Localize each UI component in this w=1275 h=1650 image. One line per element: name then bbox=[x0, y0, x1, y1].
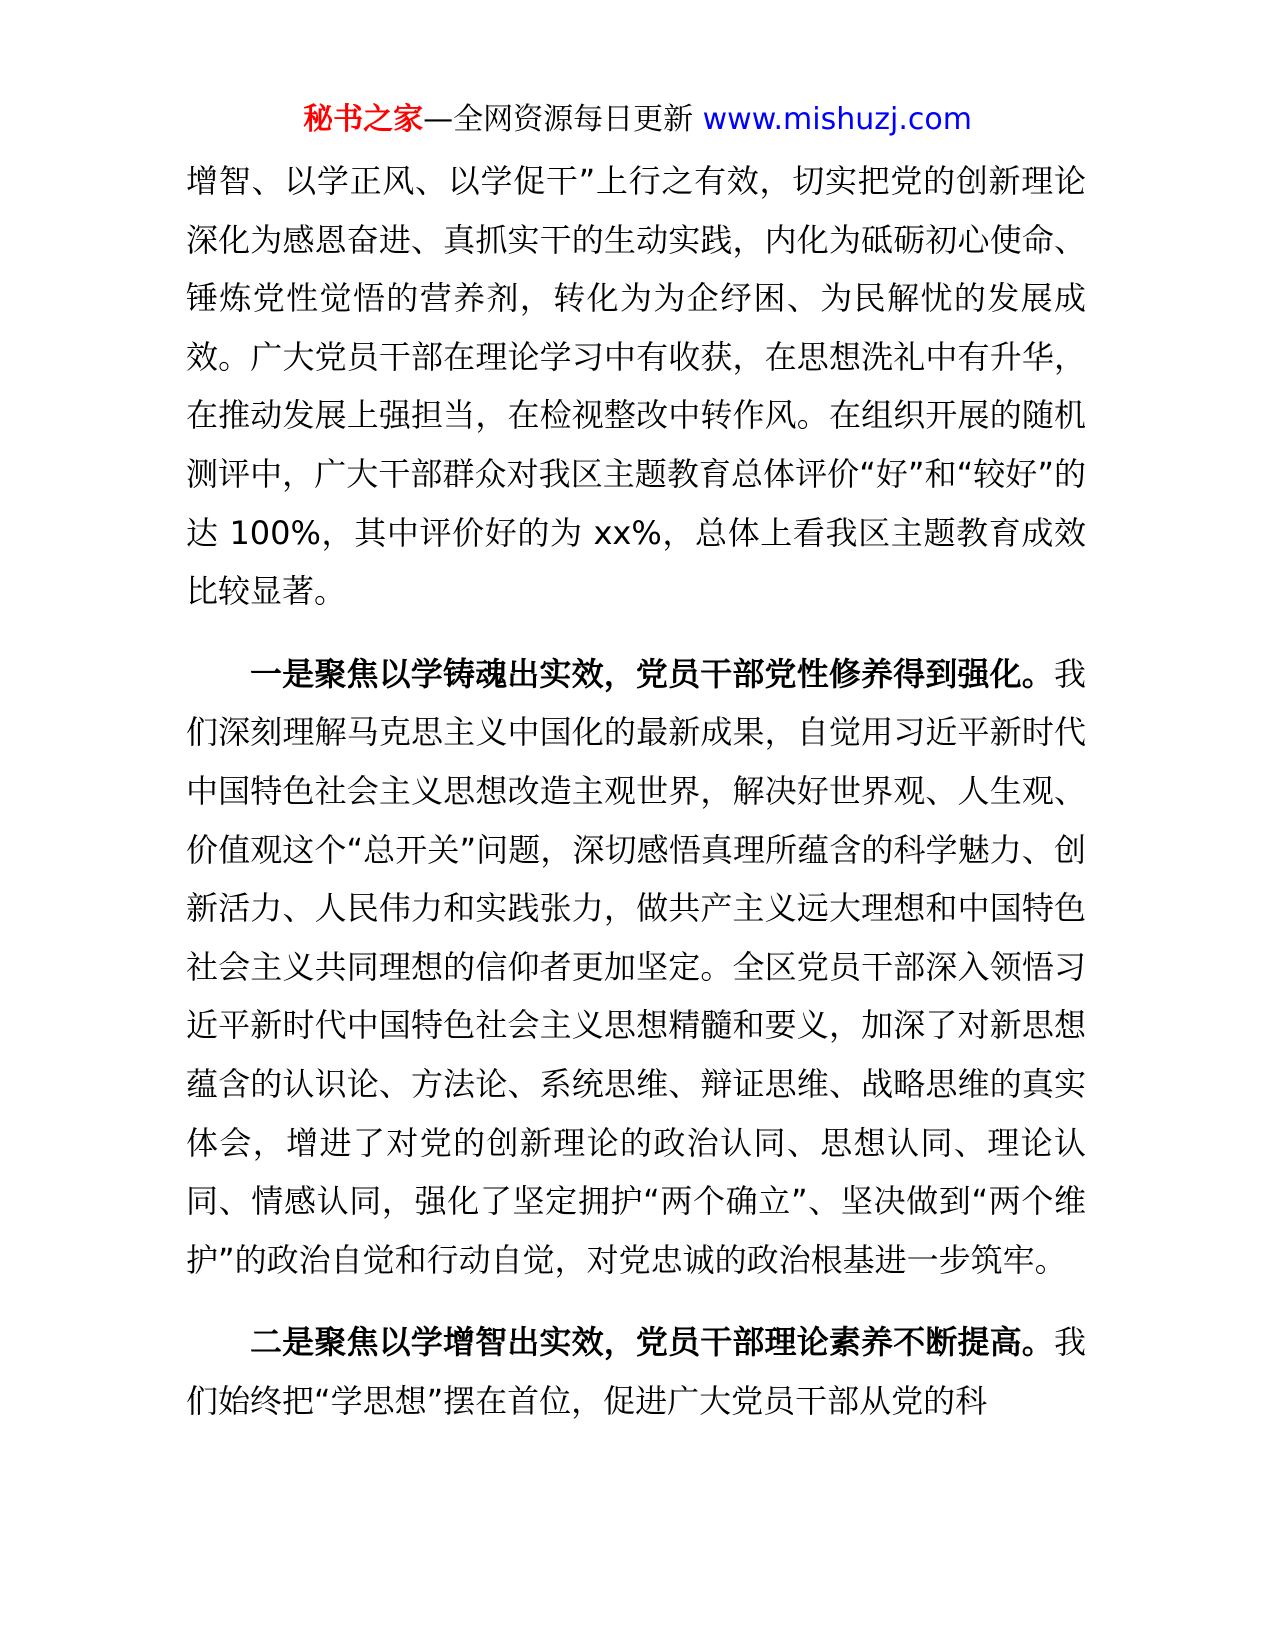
paragraph-text: 我们始终把“学思想”摆在首位，促进广大党员干部从党的科 bbox=[186, 1323, 1086, 1420]
document-body bbox=[186, 152, 1086, 1430]
paragraph-text: 我们深刻理解马克思主义中国化的最新成果，自觉用习近平新时代中国特色社会主义思想改造主观世界，解决好世界观、人生观、价值观这个“总开关”问题，深切感悟真理所蕴含的科学魅力、创新活力、人民伟力和实践张力，做共产主义远大理想和中国特色社会主义共同理想的信仰者更加坚定。全区党员干部深入领悟习近平新时代中国特色社会主义思想精髓和要义，加深了对新思想蕴含的认识论、方法论、系统思维、辩证思维、战略思维的真实体会，增进了对党的创新理论的政治认同、思想认同、理论认同、情感认同，强化了坚定拥护“两个确立”、坚决做到“两个维护”的政治自觉和行动自觉，对党忠诚的政治根基进一步筑牢。 bbox=[186, 654, 1086, 1279]
paragraph-text: 增智、以学正风、以学促干”上行之有效，切实把党的创新理论深化为感恩奋进、真抓实干的生动实践，内化为砥砺初心使命、锤炼党性觉悟的营养剂，转化为为企纾困、为民解忧的发展成效。广大党员干部在理论学习中有收获，在思想洗礼中有升华，在推动发展上强担当，在检视整改中转作风。在组织开展的随机测评中，广大干部群众对我区主题教育总体评价“好”和“较好”的达 100%，其中评价好的为 xx%，总体上看我区主题教育成效比较显著。 bbox=[186, 162, 1086, 611]
section-heading: 二是聚焦以学增智出实效，党员干部理论素养不断提高。 bbox=[250, 1323, 1054, 1362]
body-paragraph bbox=[186, 645, 1086, 1290]
section-heading: 一是聚焦以学铸魂出实效，党员干部党性修养得到强化。 bbox=[250, 654, 1054, 693]
body-paragraph bbox=[186, 1313, 1086, 1430]
site-tagline: —全网资源每日更新 bbox=[423, 102, 703, 137]
site-header bbox=[0, 98, 1275, 142]
site-url-link[interactable]: www.mishuzj.com bbox=[702, 102, 972, 137]
body-paragraph bbox=[186, 152, 1086, 621]
site-brand: 秘书之家 bbox=[303, 102, 424, 137]
